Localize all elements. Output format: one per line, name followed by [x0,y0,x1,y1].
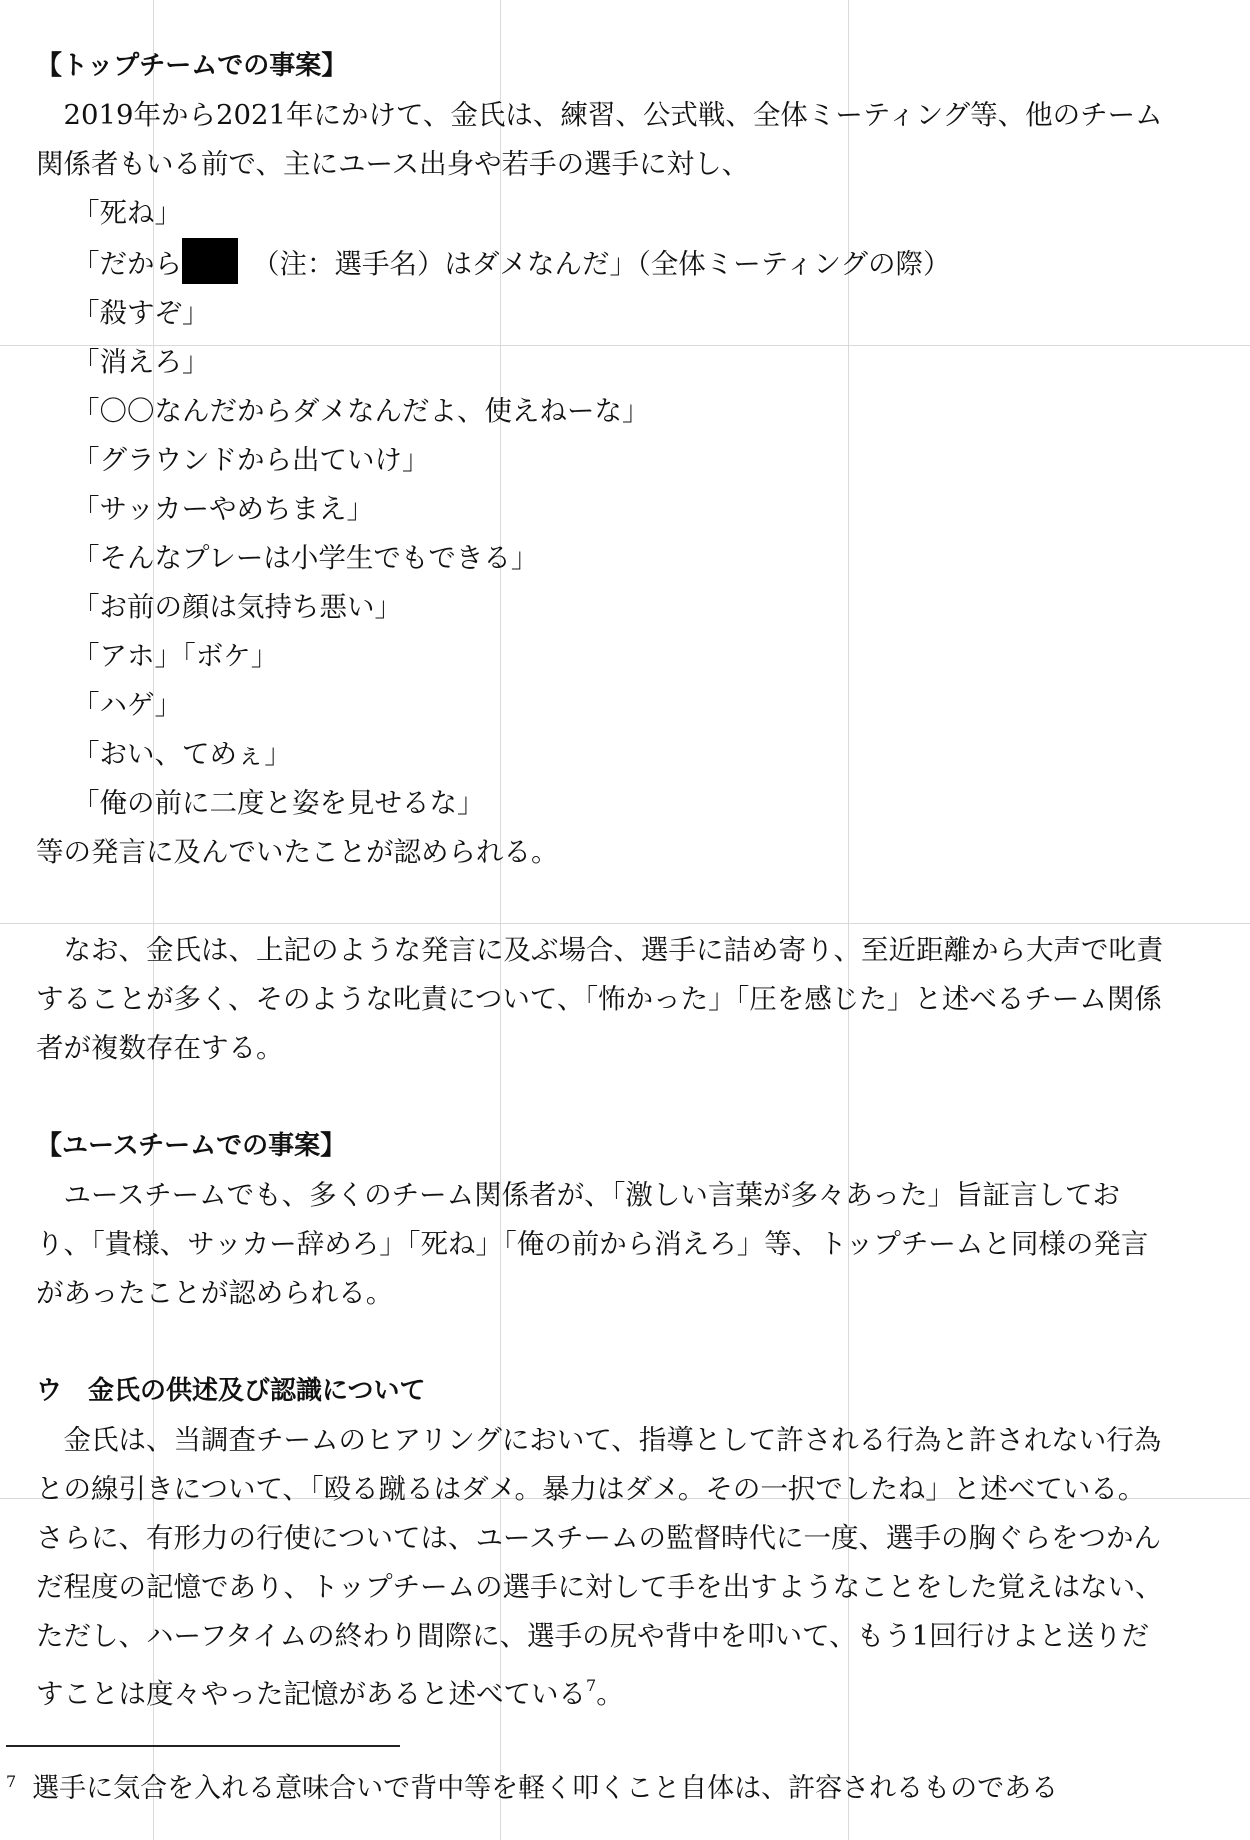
quote-item-redacted [36,238,1171,289]
footnote-divider [6,1745,400,1747]
footnote-number: 7 [6,1772,17,1791]
quote-item: 「俺の前に二度と姿を見せるな」 [72,787,485,819]
quote-item: 「殺すぞ」 [72,297,210,329]
quote-item: 「ハゲ」 [72,689,182,721]
note-paragraph: なお、金氏は、上記のような発言に及ぶ場合、選手に詰め寄り、至近距離から大声で叱責することが多く、そのような叱責について、「怖かった」「圧を感じた」と述べるチーム関係者が複数存在する。 [36,934,1164,1064]
footnote [6,1762,1058,1809]
statement-paragraph [36,1416,1171,1719]
quote-item: 「おい、てめぇ」 [72,738,292,770]
intro-paragraph: 2019年から2021年にかけて、金氏は、練習、公式戦、全体ミーティング等、他のチーム関係者もいる前で、主にユース出身や若手の選手に対し、 [36,99,1163,180]
quote-prefix: 「だから [72,248,182,280]
quote-item: 「アホ」「ボケ」 [72,640,279,672]
conclusion-line: 等の発言に及んでいたことが認められる。 [36,836,559,868]
section-heading-top-team: 【トップチームでの事案】 [36,51,348,81]
document-body [36,42,1171,1719]
section-heading-youth-team: 【ユースチームでの事案】 [36,1131,347,1161]
statement-text: 金氏は、当調査チームのヒアリングにおいて、指導として許される行為と許されない行為との線引きについて、「殴る蹴るはダメ。暴力はダメ。その一択でしたね」と述べている。さらに、有形力の行使については、ユースチームの監督時代に一度、選手の胸ぐらをつかんだ程度の記憶であり、トップチームの選手に対して手を出すようなことをした覚えはない、ただし、ハーフタイムの終わり間際に、選手の尻や背中を叩いて、もう1回行けよと送りだすことは度々やった記憶があると述べている [36,1424,1163,1710]
quote-item: 「〇〇なんだからダメなんだよ、使えねーな」 [72,395,650,427]
youth-paragraph: ユースチームでも、多くのチーム関係者が、「激しい言葉が多々あった」旨証言しており、「貴様、サッカー辞めろ」「死ね」「俺の前から消えろ」等、トップチームと同様の発言があったことが認められる。 [36,1179,1149,1309]
quote-suffix: （注：選手名）はダメなんだ」（全体ミーティングの際） [252,248,951,280]
footnote-text: 選手に気合を入れる意味合いで背中等を軽く叩くこと自体は、許容されるものである [32,1773,1059,1804]
quote-item: 「消えろ」 [72,346,210,378]
quote-item: 「グラウンドから出ていけ」 [72,444,430,476]
quote-item: 「お前の顔は気持ち悪い」 [72,591,402,623]
footnote-reference[interactable]: 7 [586,1676,597,1695]
redaction-box [182,238,238,284]
quote-item: 「死ね」 [72,197,182,229]
statement-end: 。 [596,1678,624,1710]
quote-item: 「そんなプレーは小学生でもできる」 [72,542,539,574]
section-heading-statement: ウ 金氏の供述及び認識について [36,1376,426,1406]
quote-item: 「サッカーやめちまえ」 [72,493,374,525]
